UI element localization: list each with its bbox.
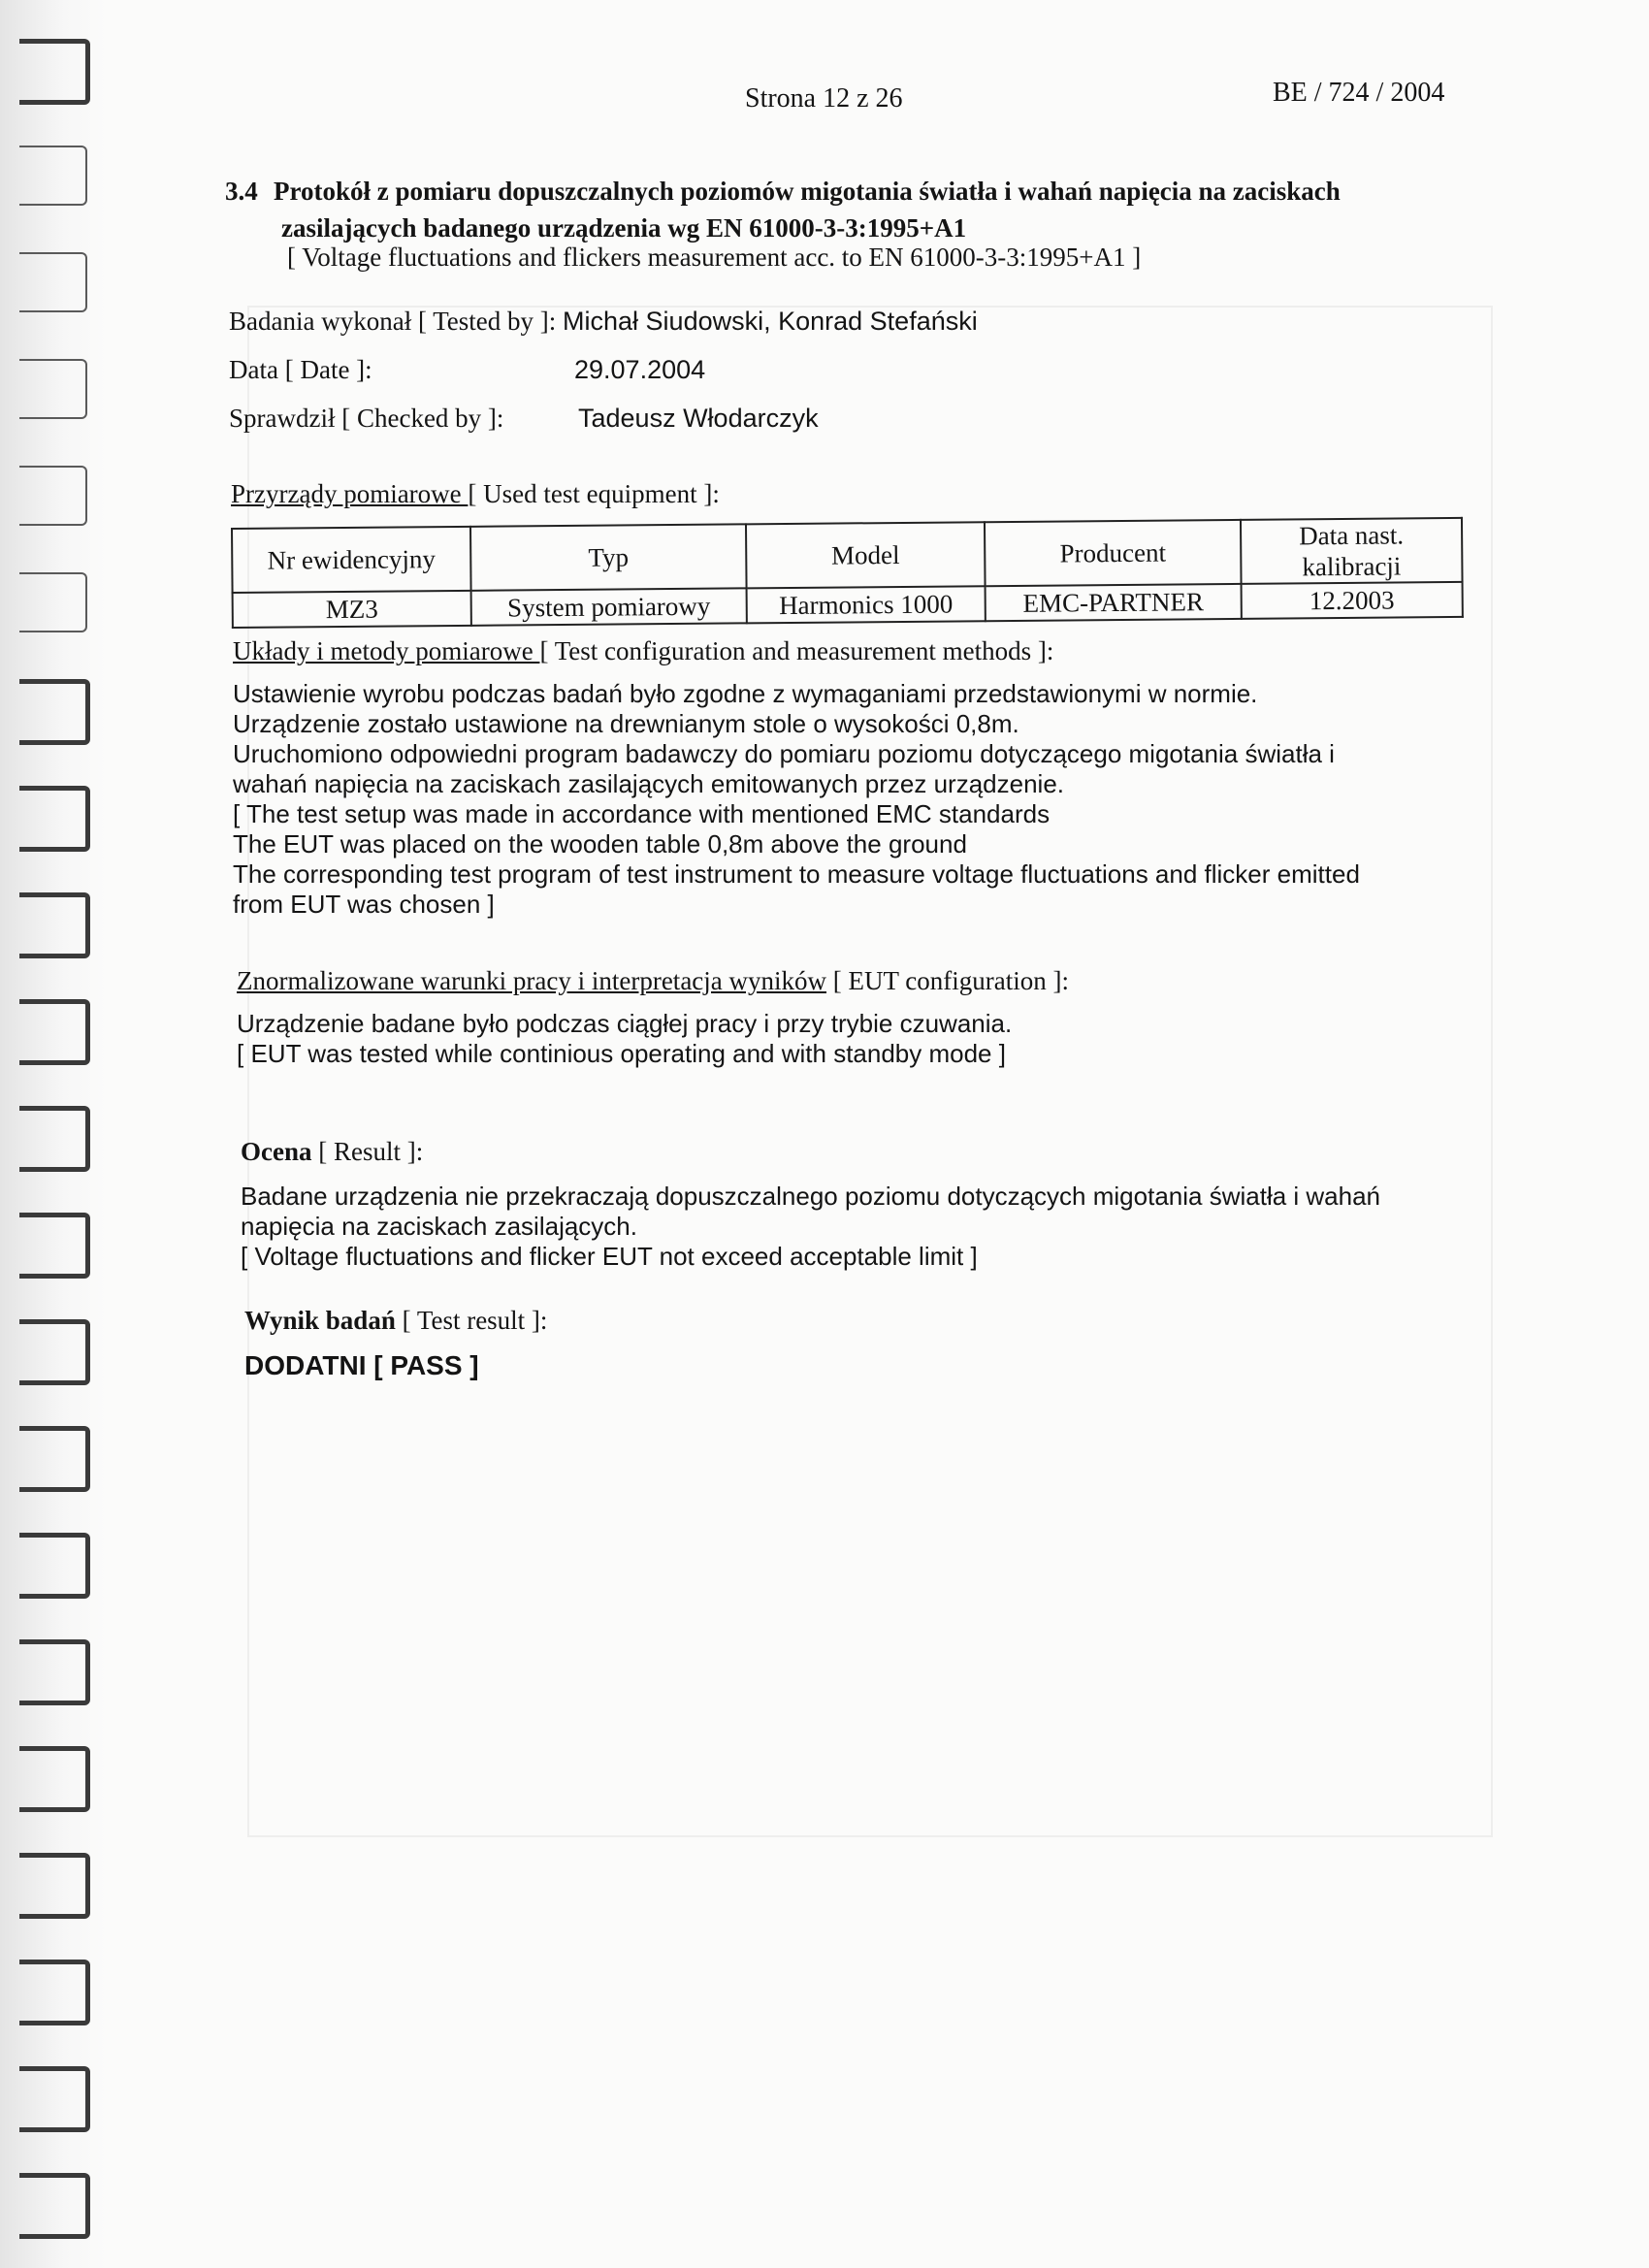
page-number: Strona 12 z 26 xyxy=(745,83,903,113)
binding-ring xyxy=(19,146,87,206)
equipment-table xyxy=(231,517,1464,629)
binding-ring xyxy=(19,39,90,105)
binding-ring xyxy=(19,892,90,958)
test-result-heading xyxy=(244,1306,547,1336)
text-line: from EUT was chosen ] xyxy=(233,890,495,919)
setup-heading xyxy=(233,636,1053,666)
text-line: [ EUT was tested while continious operating and with standby mode ] xyxy=(237,1039,1006,1068)
binding-ring xyxy=(19,1746,90,1812)
binding-ring xyxy=(19,2066,90,2132)
result-heading xyxy=(241,1137,423,1167)
binding-ring xyxy=(19,2173,90,2239)
text-line: Uruchomiono odpowiedni program badawczy do pomiaru poziomu dotyczącego migotania światła i xyxy=(233,739,1335,768)
column-header: Data nast. kalibracji xyxy=(1241,518,1463,584)
binding-ring xyxy=(19,1639,90,1705)
binding-ring xyxy=(19,1426,90,1492)
section-title xyxy=(225,173,1486,246)
result-heading-en: [ Result ]: xyxy=(311,1137,424,1166)
equipment-heading-pl: Przyrządy pomiarowe xyxy=(231,479,469,508)
table-cell: 12.2003 xyxy=(1242,582,1463,619)
text-line: napięcia na zaciskach zasilających. xyxy=(241,1212,637,1241)
binding-ring xyxy=(19,1106,90,1172)
binding-ring xyxy=(19,1319,90,1385)
binding-ring xyxy=(19,679,90,745)
binding-ring xyxy=(19,1533,90,1599)
conditions-heading-en: [ EUT configuration ]: xyxy=(826,966,1069,995)
text-line: Urządzenie badane było podczas ciągłej pracy i przy trybie czuwania. xyxy=(237,1009,1013,1038)
checked-by-row xyxy=(229,404,819,434)
checked-by-label: Sprawdził [ Checked by ]: xyxy=(229,404,504,433)
binding-ring xyxy=(19,466,87,526)
column-header: Typ xyxy=(470,524,747,590)
text-line: [ The test setup was made in accordance with mentioned EMC standards xyxy=(233,799,1051,828)
spiral-binding xyxy=(0,0,107,2268)
column-header: Model xyxy=(746,522,986,588)
result-heading-pl: Ocena xyxy=(241,1137,312,1166)
conditions-paragraph xyxy=(237,1009,1498,1069)
date-label: Data [ Date ]: xyxy=(229,355,372,384)
binding-ring xyxy=(19,1960,90,2025)
date-row xyxy=(229,355,705,385)
document-reference: BE / 724 / 2004 xyxy=(1273,78,1445,108)
text-line: The corresponding test program of test instrument to measure voltage fluctuations and flicker emitted xyxy=(233,859,1360,889)
setup-paragraph xyxy=(233,679,1494,920)
section-subtitle: [ Voltage fluctuations and flickers measurement acc. to EN 61000-3-3:1995+A1 ] xyxy=(287,243,1142,272)
tested-by-value: Michał Siudowski, Konrad Stefański xyxy=(563,307,978,336)
setup-heading-pl: Układy i metody pomiarowe xyxy=(233,636,540,665)
conditions-heading-pl: Znormalizowane warunki pracy i interpretacja wyników xyxy=(237,966,827,995)
text-line: Ustawienie wyrobu podczas badań było zgodne z wymaganiami przedstawionymi w normie. xyxy=(233,679,1258,708)
binding-ring xyxy=(19,999,90,1065)
text-line: wahań napięcia na zaciskach zasilających emitowanych przez urządzenie. xyxy=(233,769,1065,798)
test-result-heading-en: [ Test result ]: xyxy=(395,1306,548,1335)
test-result-value: DODATNI [ PASS ] xyxy=(244,1350,479,1380)
text-line: The EUT was placed on the wooden table 0,8m above the ground xyxy=(233,829,967,859)
column-header: Producent xyxy=(985,520,1242,586)
checked-by-value: Tadeusz Włodarczyk xyxy=(578,404,819,433)
binding-ring xyxy=(19,1213,90,1279)
table-header-row xyxy=(232,518,1463,593)
section-number: 3.4 xyxy=(225,177,258,206)
table-cell: System pomiarowy xyxy=(471,588,747,625)
section-title-line: Protokół z pomiaru dopuszczalnych poziomów migotania światła i wahań napięcia na zaciskach xyxy=(274,177,1341,206)
table-cell: MZ3 xyxy=(233,591,471,628)
text-line: Badane urządzenia nie przekraczają dopuszczalnego poziomu dotyczących migotania światła i wahań xyxy=(241,1182,1381,1211)
table-cell: EMC-PARTNER xyxy=(986,584,1242,621)
result-paragraph xyxy=(241,1182,1502,1272)
section-title-line: zasilających badanego urządzenia wg EN 61000-3-3:1995+A1 xyxy=(281,213,967,243)
column-header: Nr ewidencyjny xyxy=(232,527,471,593)
tested-by-label: Badania wykonał [ Tested by ]: xyxy=(229,307,557,336)
equipment-heading-en: [ Used test equipment ]: xyxy=(468,479,720,508)
conditions-heading xyxy=(237,966,1069,996)
text-line: [ Voltage fluctuations and flicker EUT not exceed acceptable limit ] xyxy=(241,1242,978,1271)
test-result-heading-pl: Wynik badań xyxy=(244,1306,396,1335)
equipment-heading xyxy=(231,479,720,509)
binding-ring xyxy=(19,786,90,852)
setup-heading-en: [ Test configuration and measurement methods ]: xyxy=(539,636,1054,665)
binding-ring xyxy=(19,572,87,632)
binding-ring xyxy=(19,359,87,419)
table-cell: Harmonics 1000 xyxy=(747,586,986,623)
binding-ring xyxy=(19,1853,90,1919)
text-line: Urządzenie zostało ustawione na drewnianym stole o wysokości 0,8m. xyxy=(233,709,1019,738)
date-value: 29.07.2004 xyxy=(574,355,706,384)
tested-by-row xyxy=(229,307,978,337)
binding-ring xyxy=(19,252,87,312)
